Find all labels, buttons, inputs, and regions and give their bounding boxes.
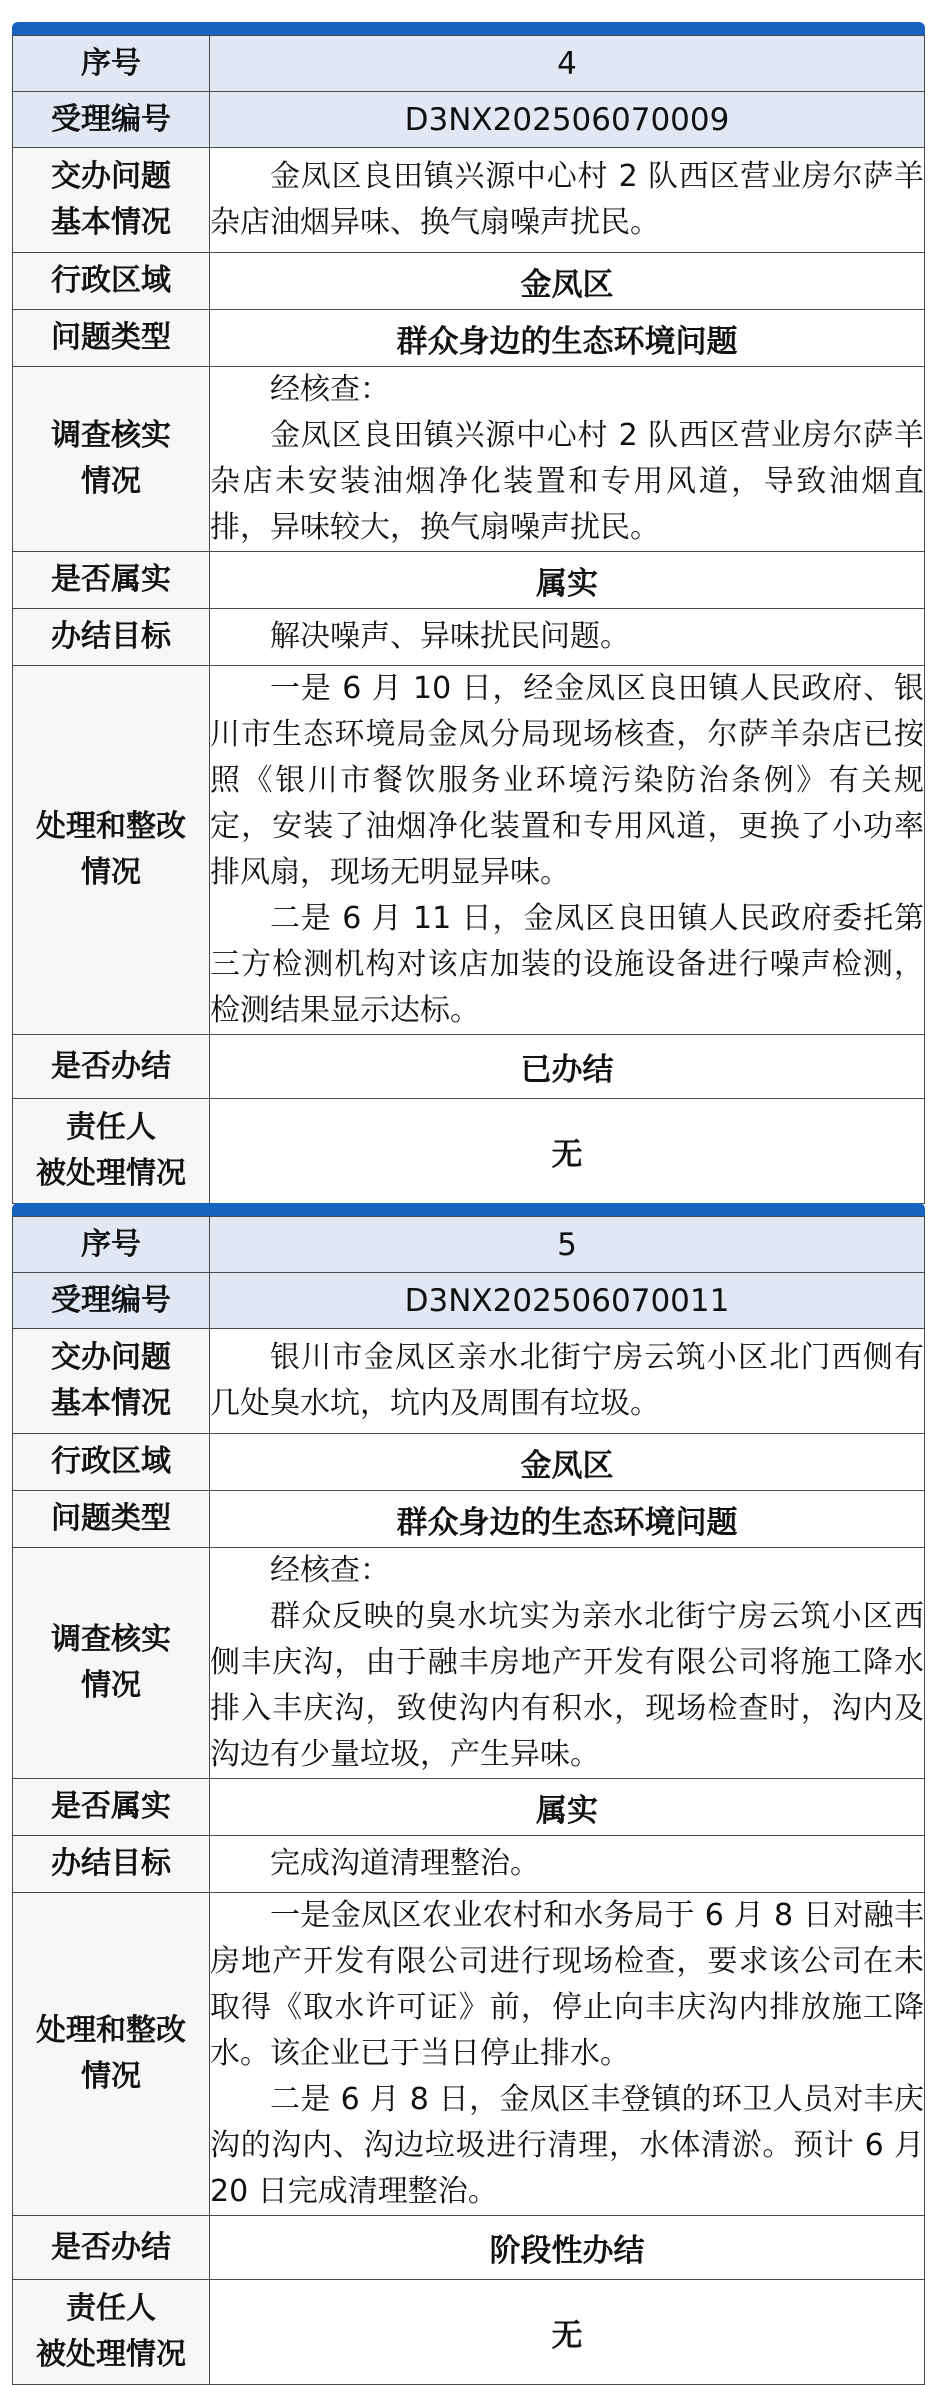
investigate-paragraph: 金凤区良田镇兴源中心村 2 队西区营业房尔萨羊杂店未安装油烟净化装置和专用风道，导致油烟直排，异味较大，换气扇噪声扰民。	[210, 418, 924, 545]
label-handling-line1: 处理和整改	[36, 2013, 186, 2048]
value-serial: 4	[210, 36, 925, 92]
label-resp-line1: 责任人	[66, 2291, 156, 2326]
value-goal	[210, 609, 925, 666]
label-basic-line2: 基本情况	[51, 205, 171, 240]
label-investigate-line1: 调查核实	[51, 1622, 171, 1657]
card-top-bar	[12, 22, 925, 35]
value-basic	[210, 1329, 925, 1434]
label-handling-line2: 情况	[81, 2059, 141, 2094]
label-verified: 是否属实	[13, 552, 210, 609]
row-case-no	[13, 1273, 925, 1329]
label-serial: 序号	[13, 36, 210, 92]
label-handling-line1: 处理和整改	[36, 809, 186, 844]
value-district: 金凤区	[210, 253, 925, 310]
record-table	[12, 1216, 925, 2385]
value-case-no: D3NX202506070011	[210, 1273, 925, 1329]
row-handling	[13, 1893, 925, 2216]
value-handling	[210, 1893, 925, 2216]
investigate-paragraph: 群众反映的臭水坑实为亲水北街宁房云筑小区西侧丰庆沟，由于融丰房地产开发有限公司将施工降水排入丰庆沟，致使沟内有积水，现场检查时，沟内及沟边有少量垃圾，产生异味。	[210, 1599, 924, 1772]
label-investigate	[13, 367, 210, 552]
label-closed: 是否办结	[13, 2216, 210, 2280]
label-type: 问题类型	[13, 1491, 210, 1548]
value-type: 群众身边的生态环境问题	[210, 310, 925, 367]
label-case-no: 受理编号	[13, 92, 210, 148]
label-district: 行政区域	[13, 253, 210, 310]
value-serial: 5	[210, 1217, 925, 1273]
label-case-no: 受理编号	[13, 1273, 210, 1329]
label-goal: 办结目标	[13, 1836, 210, 1893]
value-closed: 已办结	[210, 1035, 925, 1099]
row-closed	[13, 1035, 925, 1099]
label-resp-line2: 被处理情况	[36, 1156, 186, 1191]
row-type	[13, 1491, 925, 1548]
row-district	[13, 1434, 925, 1491]
value-investigate	[210, 1548, 925, 1779]
record-card	[12, 22, 925, 1204]
label-investigate-line2: 情况	[81, 464, 141, 499]
label-investigate	[13, 1548, 210, 1779]
label-basic	[13, 148, 210, 253]
row-responsible	[13, 1099, 925, 1204]
row-investigate	[13, 367, 925, 552]
label-handling	[13, 666, 210, 1035]
card-top-bar	[12, 1203, 925, 1216]
value-district: 金凤区	[210, 1434, 925, 1491]
investigate-paragraph: 经核查：	[270, 372, 390, 407]
basic-paragraph: 金凤区良田镇兴源中心村 2 队西区营业房尔萨羊杂店油烟异味、换气扇噪声扰民。	[210, 159, 924, 240]
row-basic	[13, 148, 925, 253]
row-basic	[13, 1329, 925, 1434]
row-verified	[13, 552, 925, 609]
value-goal	[210, 1836, 925, 1893]
label-basic-line2: 基本情况	[51, 1386, 171, 1421]
handling-paragraph: 二是 6 月 8 日，金凤区丰登镇的环卫人员对丰庆沟的沟内、沟边垃圾进行清理，水体清淤。预计 6 月 20 日完成清理整治。	[210, 2082, 924, 2209]
label-type: 问题类型	[13, 310, 210, 367]
label-responsible	[13, 1099, 210, 1204]
investigate-paragraph: 经核查：	[270, 1553, 390, 1588]
record-card	[12, 1203, 925, 2385]
handling-paragraph: 一是金凤区农业农村和水务局于 6 月 8 日对融丰房地产开发有限公司进行现场检查，要求该公司在未取得《取水许可证》前，停止向丰庆沟内排放施工降水。该企业已于当日停止排水。	[210, 1898, 924, 2071]
goal-paragraph: 完成沟道清理整治。	[270, 1846, 540, 1881]
row-closed	[13, 2216, 925, 2280]
label-responsible	[13, 2280, 210, 2385]
label-basic-line1: 交办问题	[51, 159, 171, 194]
goal-paragraph: 解决噪声、异味扰民问题。	[270, 619, 630, 654]
label-handling	[13, 1893, 210, 2216]
row-goal	[13, 1836, 925, 1893]
row-handling	[13, 666, 925, 1035]
label-basic-line1: 交办问题	[51, 1340, 171, 1375]
row-investigate	[13, 1548, 925, 1779]
row-district	[13, 253, 925, 310]
value-handling	[210, 666, 925, 1035]
label-basic	[13, 1329, 210, 1434]
label-handling-line2: 情况	[81, 855, 141, 890]
value-case-no: D3NX202506070009	[210, 92, 925, 148]
row-verified	[13, 1779, 925, 1836]
value-type: 群众身边的生态环境问题	[210, 1491, 925, 1548]
label-verified: 是否属实	[13, 1779, 210, 1836]
row-serial	[13, 36, 925, 92]
label-investigate-line1: 调查核实	[51, 418, 171, 453]
label-resp-line2: 被处理情况	[36, 2337, 186, 2372]
value-responsible: 无	[210, 2280, 925, 2385]
label-investigate-line2: 情况	[81, 1668, 141, 1703]
label-closed: 是否办结	[13, 1035, 210, 1099]
value-closed: 阶段性办结	[210, 2216, 925, 2280]
value-responsible: 无	[210, 1099, 925, 1204]
row-responsible	[13, 2280, 925, 2385]
value-basic	[210, 148, 925, 253]
label-serial: 序号	[13, 1217, 210, 1273]
label-resp-line1: 责任人	[66, 1110, 156, 1145]
handling-paragraph: 二是 6 月 11 日，金凤区良田镇人民政府委托第三方检测机构对该店加装的设施设备进行噪声检测，检测结果显示达标。	[210, 901, 924, 1028]
value-verified: 属实	[210, 1779, 925, 1836]
label-goal: 办结目标	[13, 609, 210, 666]
handling-paragraph: 一是 6 月 10 日，经金凤区良田镇人民政府、银川市生态环境局金凤分局现场核查，尔萨羊杂店已按照《银川市餐饮服务业环境污染防治条例》有关规定，安装了油烟净化装置和专用风道，更换了小功率排风扇，现场无明显异味。	[210, 671, 924, 890]
row-goal	[13, 609, 925, 666]
row-type	[13, 310, 925, 367]
value-investigate	[210, 367, 925, 552]
row-case-no	[13, 92, 925, 148]
basic-paragraph: 银川市金凤区亲水北街宁房云筑小区北门西侧有几处臭水坑，坑内及周围有垃圾。	[210, 1340, 924, 1421]
value-verified: 属实	[210, 552, 925, 609]
label-district: 行政区域	[13, 1434, 210, 1491]
row-serial	[13, 1217, 925, 1273]
record-table	[12, 35, 925, 1204]
